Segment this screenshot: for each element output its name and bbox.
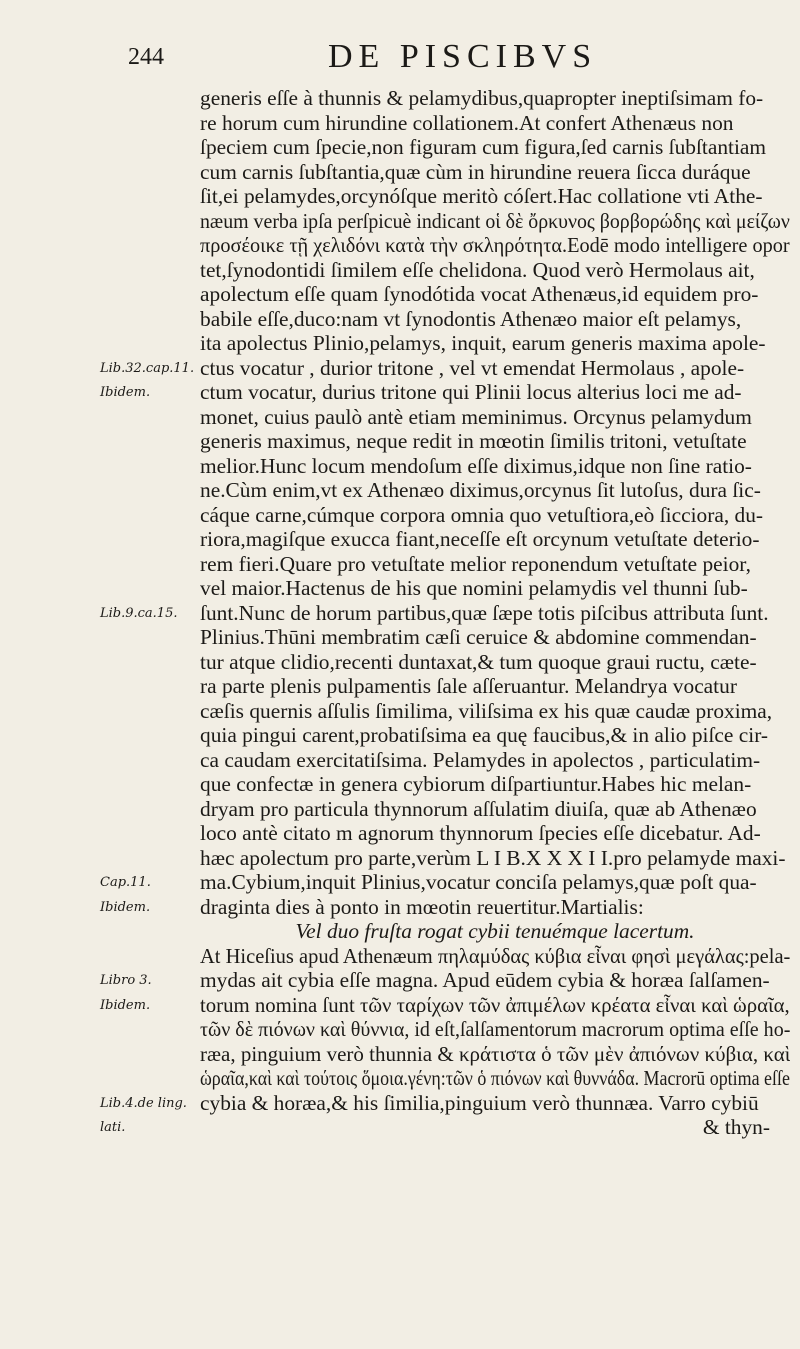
text-line: vel maior.Hactenus de his que nomini pelamydis vel thunni ſub- — [200, 576, 748, 600]
text-line: rem fieri.Quare pro vetuſtate melior reponendum vetuſtate peior, — [200, 551, 751, 576]
text-line: loco antè citato m agnorum thynnorum ſpecies eſſe dicebatur. Ad- — [200, 821, 761, 845]
page-number: 244 — [128, 44, 164, 70]
margin-note: Lib.9.ca.15. — [100, 605, 178, 621]
text-line: ctum vocatur, durius tritone qui Plinii locus alterius loci me ad- — [200, 380, 742, 404]
text-line: ſunt.Nunc de horum partibus,quæ ſæpe totis piſcibus attributa ſunt. — [200, 600, 769, 625]
text-line: torum nomina ſunt τῶν ταρίχων τῶν ἀπιμέλων κρέατα εἶναι καὶ ὡραῖα, — [200, 992, 790, 1017]
text-line: que confectæ in genera cybiorum diſpartiuntur.Habes hic melan- — [200, 772, 752, 796]
text-line: ctus vocatur , durior tritone , vel vt emendat Hermolaus , apole- — [200, 355, 745, 380]
text-line: cáque carne,cúmque corpora omnia quo vetuſtiora,eò ſicciora, du- — [200, 502, 764, 527]
margin-note: lati. — [100, 1120, 126, 1135]
text-line: riora,magiſque exucca fiant,neceſſe eſt orcynum vetuſtate deterio- — [200, 527, 760, 551]
text-line: hæc apolectum pro parte,verùm L I B.X X X I I.pro pelamyde maxi- — [200, 845, 786, 870]
text-line: ita apolectus Plinio,pelamys, inquit, earum generis maxima apole- — [200, 331, 766, 355]
text-line: ræa, pinguium verò thunnia & κράτιστα ὁ τῶν μὲν ἀπιόνων κύβια, καὶ — [200, 1041, 790, 1066]
text-line: ὡραῖα,καὶ καὶ τούτοις ὅμοια.γένη:τῶν ὁ πιόνων καὶ θυννάδα. Macrorū optima eſſe — [200, 1066, 790, 1090]
margin-note: Libro 3. — [100, 973, 152, 988]
text-line: babile eſſe,duco:nam vt ſynodontis Athenæo maior eſt pelamys, — [200, 306, 742, 331]
text-line: ca caudam exercitatiſsima. Pelamydes in apolectos , particulatim- — [200, 747, 761, 772]
text-line: næum verba ipſa perſpicuè indicant οἱ δὲ ὄρκυνος βορβορώδης καὶ μείζων — [200, 208, 790, 233]
text-line: ſit,ei pelamydes,orcynóſque meritò cóſert.Hac collatione vti Athe- — [200, 184, 763, 208]
text-line: cum carnis ſubſtantia,quæ cùm in hirundine reuera ſicca duráque — [200, 159, 751, 184]
margin-note: Ibidem. — [100, 997, 151, 1013]
text-line: ra parte plenis pulpamentis ſale aſſeruantur. Melandrya vocatur — [200, 674, 737, 698]
text-line: Vel duo fruſta rogat cybii tenuémque lacertum. — [295, 919, 695, 943]
text-line: προσέοικε τῇ χελιδόνι κατὰ τὴν σκληρότητα.Eodē modo intelligere opor — [200, 233, 790, 257]
text-line: cybia & horæa,& his ſimilia,pinguium verò thunnæa. Varro cybiū — [200, 1090, 759, 1115]
text-line: apolectum eſſe quam ſynodótida vocat Athenæus,id equidem pro- — [200, 282, 759, 306]
margin-note: Ibidem. — [100, 899, 151, 915]
page-header — [128, 38, 688, 80]
text-line: draginta dies à ponto in mœotin reuertitur.Martialis: — [200, 894, 644, 919]
text-line: re horum cum hirundine collationem.At confert Athenæus non — [200, 110, 734, 135]
margin-note: Lib.32.cap.11. — [100, 360, 195, 376]
text-line: generis maximus, neque redit in mœotin ſimilis tritoni, vetuſtate — [200, 429, 747, 453]
text-line: tet,ſynodontidi ſimilem eſſe chelidona. Quod verò Hermolaus ait, — [200, 257, 755, 282]
text-line: & thyn- — [702, 1115, 770, 1139]
running-title: DE PISCIBVS — [328, 38, 598, 75]
text-line: cæſis quernis aſſulis ſimilima, viliſsima ex his quæ caudæ proxima, — [200, 698, 773, 723]
margin-note: Cap.11. — [100, 875, 151, 890]
body-text — [200, 86, 790, 1140]
text-line: ma.Cybium,inquit Plinius,vocatur conciſa pelamys,quæ poſt qua- — [200, 870, 757, 894]
text-line: τῶν δὲ πιόνων καὶ θύννια, id eſt,ſalſamentorum macrorum optima eſſe ho- — [200, 1017, 790, 1041]
margin-note: Ibidem. — [100, 385, 151, 400]
text-line: At Hiceſius apud Athenæum πηλαμύδας κύβια εἶναι φησὶ μεγάλας:pela- — [200, 943, 790, 968]
text-line: mydas ait cybia eſſe magna. Apud eūdem cybia & horæa ſalſamen- — [200, 968, 770, 992]
text-line: quia pingui carent,probatiſsima ea quę faucibus,& in alio piſce cir- — [200, 723, 769, 747]
margin-note: Lib.4.de ling. — [100, 1095, 187, 1111]
text-line: monet, cuius paulò antè etiam meminimus. Orcynus pelamydum — [200, 404, 752, 429]
text-line: dryam pro particula thynnorum aſſulatim diuiſa, quæ ab Athenæo — [200, 796, 757, 821]
text-line: Plinius.Thūni membratim cæſi ceruice & abdomine commendan- — [200, 625, 757, 649]
text-line: ne.Cùm enim,vt ex Athenæo diximus,orcynus ſit lutoſus, dura ſic- — [200, 478, 761, 502]
text-line: melior.Hunc locum mendoſum eſſe diximus,idque non ſine ratio- — [200, 453, 752, 478]
text-line: generis eſſe à thunnis & pelamydibus,quapropter ineptiſsimam fo- — [200, 86, 764, 110]
text-line: tur atque clidio,recenti duntaxat,& tum quoque graui ructu, cæte- — [200, 649, 757, 674]
text-line: ſpeciem cum ſpecie,non figuram cum figura,ſed carnis ſubſtantiam — [200, 135, 767, 159]
